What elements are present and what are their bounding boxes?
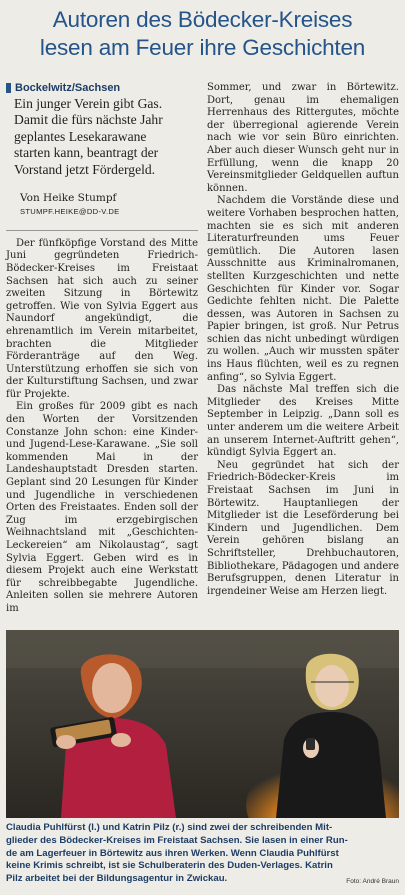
headline-line-1: Autoren des Bödecker-Kreises — [52, 7, 353, 32]
teaser-line: geplantes Lesekarawane — [14, 128, 147, 144]
paragraph: Das nächste Mal treffen sich die Mitglieder des Kreises Mitte September in Leipzig. „Dann soll es unter anderem um die weitere Arbeit an unserem Internet-Auftritt gehen“, kündigt Sylvia Eggert an. — [207, 384, 399, 459]
divider — [6, 230, 198, 231]
caption-last-text: Pilz arbeitet bei der Bildungsagentur in Zwickau. — [6, 873, 228, 885]
paragraph: Der fünfköpfige Vorstand des Mitte Juni gegründeten Friedrich-Bödecker-Kreises im Freistaat Sachsen hat sich auch zu seiner zweiten Sitzung in Börtewitz getroffen. Wie von Sylvia Eggert aus Naundorf angekündigt, die ehrenamtlich im Verein mitarbeitet, brachten die Mitglieder Förderanträge auf den Weg. Unterstützung erhoffen sie sich von der Kulturstiftung Sachsen, und zwar für Projekte. — [6, 237, 198, 400]
caption-line: glieder des Bödecker-Kreises im Freistaat Sachsen. Sie lasen in einer Run- — [6, 834, 348, 846]
caption-line: keine Krimis schreibt, ist sie Schulberaterin des Duden-Verlages. Katrin — [6, 860, 333, 872]
teaser-line: starten kann, beantragt der — [14, 145, 159, 161]
photo-caption — [6, 822, 399, 889]
paragraph: Ein großes für 2009 gibt es nach den Worten der Vorsitzenden Constanze John schon: eine Kinder- und Jugend-Lese-Karawane. „Sie soll kommenden Mai in der Landeshauptstadt Dresden starten. Geplant sind 20 Lesungen für Kinder und Jugendliche in verschiedenen Orten des Freistaates. Enden soll der Zug im erzgebirgischen Weihnachtsland mit „Geschichten-Leckereien“ am Nikolaustag“, sagt Sylvia Eggert. Geben wird es in diesem Projekt auch eine Werkstatt für schreibbegabte Jugendliche. Anleiten sollen sie mehrere Autoren im — [6, 401, 198, 614]
headline-line-2: lesen am Feuer ihre Geschichten — [39, 35, 366, 60]
article-column-right — [207, 82, 399, 598]
article-column-left — [6, 82, 198, 616]
article-photo — [6, 630, 399, 818]
teaser-line: Ein junger Verein gibt Gas. — [14, 95, 163, 111]
dateline — [6, 82, 198, 95]
teaser-line: Vorstand jetzt Fördergeld. — [14, 161, 156, 177]
paragraph: Neu gegründet hat sich der Friedrich-Bödecker-Kreis im Freistaat Sachsen im Juni in Börtewitz. Hauptanliegen der Mitglieder ist die Leseförderung bei Kindern und Jugendlichen. Dem Verein gehören bislang an Schriftsteller, Drehbuchautoren, Bibliothekare, Pädagogen und andere Berufsgruppen, denen Literatur in irgendeiner Weise am Herzen liegt. — [207, 459, 399, 597]
caption-line: Claudia Puhlfürst (l.) und Katrin Pilz (r.) sind zwei der schreibenden Mit- — [6, 822, 333, 833]
dateline-text: Bockelwitz/Sachsen — [15, 82, 121, 94]
paragraph: Sommer, und zwar in Börtewitz. Dort, genau im ehemaligen Herrenhaus des Rittergutes, möchte der überregional agierende Verein nach wie vor sein Büro einrichten. Aber auch dieser Wunsch geht nur in Erfüllung, wenn die knapp 20 Vereinsmitglieder Geldquellen auftun können. — [207, 82, 399, 194]
headline — [0, 6, 405, 62]
author-email: STUMPF.HEIKE@DD-V.DE — [20, 207, 120, 217]
paragraph: Nachdem die Vorstände diese und weitere Vorhaben besprochen hatten, machten sie es sich mit anderen Literaturfreunden ums Feuer gemütlich. Die Autoren lasen Ausschnitte aus Kriminalromanen, stellten Kurzgeschichten und nette Geschichten für Kinder vor. Sogar Gedichte fehlten nicht. Die Palette dessen, was Autoren in Sachsen zu Papier bringen, ist groß. Nur Petrus schien das nicht unbedingt würdigen zu wollen. „Auch wir mussten später ins Haus flüchten, weil es zu regnen anfing“, so Sylvia Eggert. — [207, 195, 399, 383]
photo-illustration — [6, 630, 399, 818]
dateline-marker — [6, 83, 11, 93]
caption-line — [6, 873, 399, 886]
caption-line: de am Lagerfeuer in Börtewitz aus ihren Werken. Wenn Claudia Puhlfürst — [6, 847, 339, 859]
teaser-line: Damit die fürs nächste Jahr — [14, 112, 163, 128]
photo-credit: Foto: André Braun — [346, 878, 399, 886]
byline: Von Heike Stumpf — [20, 191, 117, 204]
teaser — [14, 96, 198, 179]
